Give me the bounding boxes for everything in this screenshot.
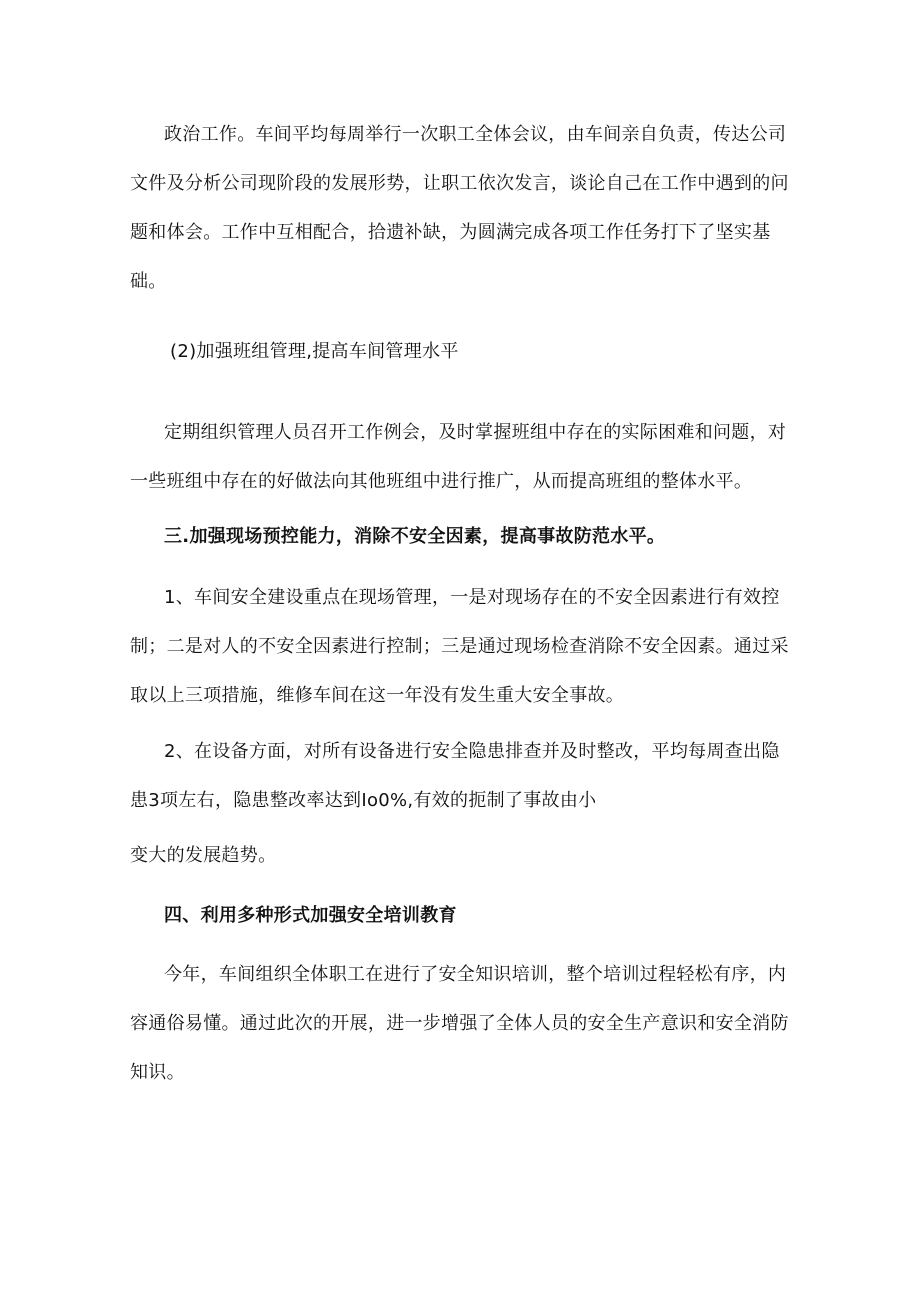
paragraph-equipment-inspection: 2、在设备方面，对所有设备进行安全隐患排查并及时整改，平均每周查出隐患3项左右，隐患整改率达到Io0%,有效的扼制了事故由小 <box>130 741 780 811</box>
paragraph-political-work: 政治工作。车间平均每周举行一次职工全体会议，由车间亲自负责，传达公司文件及分析公司现阶段的发展形势，让职工依次发言，谈论自己在工作中遇到的问题和体会。工作中互相配合，拾遗补缺，为圆满完成各项工作任务打下了坚实基础。 <box>130 124 789 292</box>
paragraph-safety-training: 今年，车间组织全体职工在进行了安全知识培训，整个培训过程轻松有序，内容通俗易懂。通过此次的开展，进一步增强了全体人员的安全生产意识和安全消防知识。 <box>130 964 789 1083</box>
paragraph-equipment-continuation: 变大的发展趋势。 <box>130 845 277 866</box>
heading-section-four: 四、利用多种形式加强安全培训教育 <box>164 905 457 926</box>
heading-section-three: 三.加强现场预控能力，消除不安全因素，提高事故防范水平。 <box>164 526 666 547</box>
paragraph-site-safety: 1、车间安全建设重点在现场管理，一是对现场存在的不安全因素进行有效控制；二是对人的不安全因素进行控制；三是通过现场检查消除不安全因素。通过采取以上三项措施，维修车间在这一年没有发生重大安全事故。 <box>130 587 789 706</box>
subheading-team-management: (2)加强班组管理,提高车间管理水平 <box>170 341 459 362</box>
paragraph-regular-meetings: 定期组织管理人员召开工作例会，及时掌握班组中存在的实际困难和问题，对一些班组中存在的好做法向其他班组中进行推广，从而提高班组的整体水平。 <box>130 422 787 492</box>
